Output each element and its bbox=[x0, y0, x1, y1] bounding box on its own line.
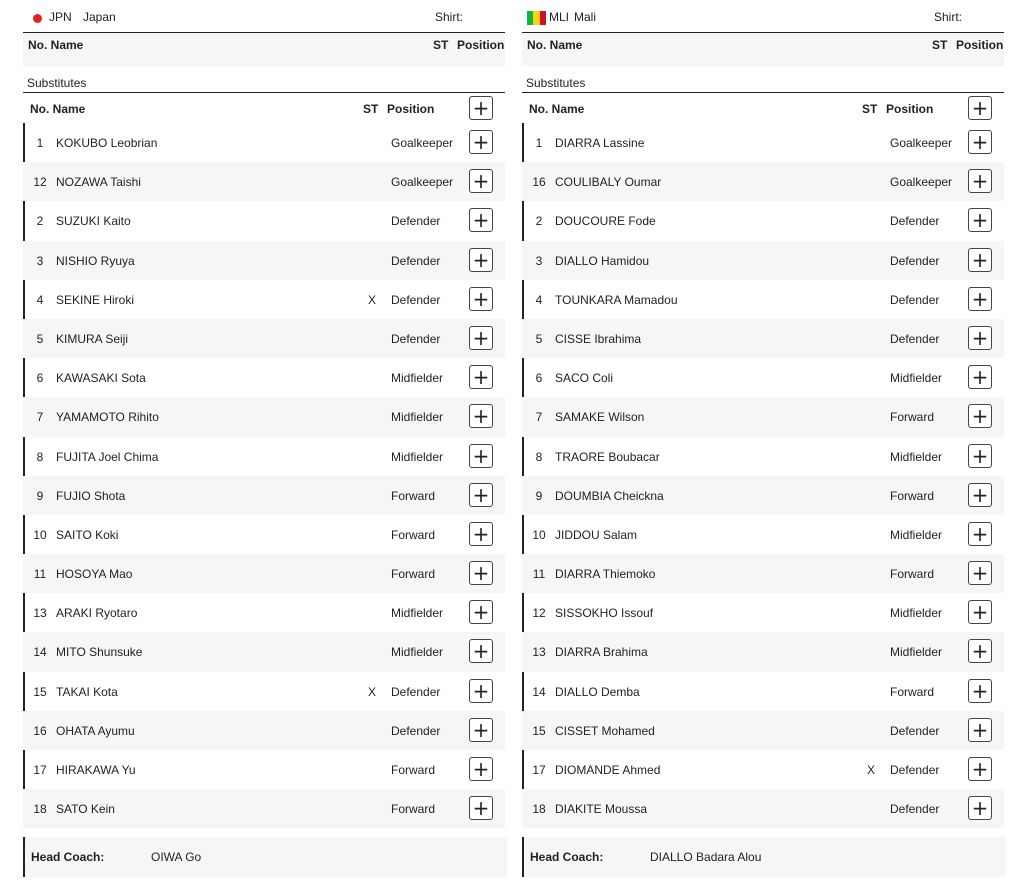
position-header: Position bbox=[387, 102, 435, 116]
head-coach-label: Head Coach: bbox=[530, 850, 604, 864]
add-player-button[interactable]: + bbox=[469, 679, 493, 703]
team-header bbox=[23, 0, 505, 33]
starters-header bbox=[522, 33, 1004, 57]
add-player-button[interactable]: + bbox=[469, 287, 493, 311]
player-name: KIMURA Seiji bbox=[56, 331, 129, 346]
table-row bbox=[522, 123, 1004, 162]
player-name: KAWASAKI Sota bbox=[56, 371, 146, 386]
add-player-button[interactable]: + bbox=[968, 248, 992, 272]
add-player-button[interactable]: + bbox=[968, 561, 992, 585]
player-position: Forward bbox=[890, 567, 935, 582]
add-player-button[interactable]: + bbox=[469, 522, 493, 546]
player-position: Defender bbox=[391, 253, 441, 268]
player-name: YAMAMOTO Rihito bbox=[56, 410, 159, 425]
team-code: MLI bbox=[549, 10, 570, 24]
st-header: ST bbox=[932, 38, 948, 52]
position-header: Position bbox=[457, 38, 505, 52]
st-header: ST bbox=[433, 38, 449, 52]
player-name: DIARRA Thiemoko bbox=[555, 567, 656, 582]
player-position: Midfielder bbox=[391, 371, 444, 386]
add-player-button[interactable]: + bbox=[968, 639, 992, 663]
player-number: 13 bbox=[532, 645, 546, 660]
add-player-button[interactable]: + bbox=[968, 757, 992, 781]
japan-flag-icon bbox=[33, 14, 42, 23]
player-position: Forward bbox=[391, 567, 436, 582]
position-header: Position bbox=[886, 102, 934, 116]
player-position: Defender bbox=[391, 684, 441, 699]
player-position: Goalkeeper bbox=[890, 136, 953, 150]
add-all-button[interactable]: + bbox=[469, 96, 493, 120]
add-player-button[interactable]: + bbox=[469, 130, 493, 154]
add-player-button[interactable]: + bbox=[469, 169, 493, 193]
player-number: 16 bbox=[532, 175, 546, 190]
table-row bbox=[23, 162, 505, 201]
starters-empty bbox=[522, 57, 1004, 66]
player-name: DOUCOURE Fode bbox=[555, 214, 656, 229]
add-player-button[interactable]: + bbox=[469, 208, 493, 232]
no-name-header: No. Name bbox=[28, 38, 84, 52]
starter-mark: X bbox=[867, 763, 876, 777]
player-number: 15 bbox=[532, 723, 546, 738]
table-row bbox=[522, 554, 1004, 593]
add-player-button[interactable]: + bbox=[968, 444, 992, 468]
table-row bbox=[522, 632, 1004, 671]
add-player-button[interactable]: + bbox=[469, 718, 493, 742]
player-position: Goalkeeper bbox=[391, 175, 454, 190]
head-coach-name: DIALLO Badara Alou bbox=[650, 850, 762, 864]
player-position: Defender bbox=[391, 214, 441, 229]
player-list bbox=[23, 123, 505, 828]
add-player-button[interactable]: + bbox=[469, 757, 493, 781]
add-player-button[interactable]: + bbox=[968, 718, 992, 742]
player-number: 12 bbox=[532, 606, 546, 621]
add-player-button[interactable]: + bbox=[968, 326, 992, 350]
player-number: 18 bbox=[532, 802, 546, 817]
table-row bbox=[23, 554, 505, 593]
player-name: DIAKITE Moussa bbox=[555, 802, 648, 817]
table-row bbox=[23, 789, 505, 828]
player-position: Defender bbox=[391, 723, 441, 738]
player-name: HIRAKAWA Yu bbox=[56, 763, 136, 777]
table-row bbox=[522, 397, 1004, 436]
player-name: TAKAI Kota bbox=[56, 684, 118, 699]
subs-header bbox=[23, 93, 505, 123]
no-name-header: No. Name bbox=[30, 102, 86, 116]
player-name: TOUNKARA Mamadou bbox=[555, 292, 678, 307]
player-name: COULIBALY Oumar bbox=[555, 175, 662, 190]
player-name: NISHIO Ryuya bbox=[56, 253, 135, 268]
mali-flag-icon bbox=[527, 11, 546, 25]
player-name: DIOMANDE Ahmed bbox=[555, 763, 661, 777]
table-row bbox=[23, 319, 505, 358]
player-position: Midfielder bbox=[890, 527, 943, 542]
player-number: 10 bbox=[532, 527, 546, 542]
player-number: 1 bbox=[535, 136, 543, 150]
player-position: Forward bbox=[391, 527, 436, 542]
table-row bbox=[23, 397, 505, 436]
add-player-button[interactable]: + bbox=[469, 561, 493, 585]
table-row bbox=[23, 476, 505, 515]
add-player-button[interactable]: + bbox=[968, 208, 992, 232]
player-number: 14 bbox=[532, 684, 546, 699]
table-row bbox=[522, 241, 1004, 280]
player-name: CISSE Ibrahima bbox=[555, 331, 642, 346]
player-position: Defender bbox=[890, 763, 940, 777]
add-player-button[interactable]: + bbox=[968, 600, 992, 624]
table-row bbox=[522, 280, 1004, 319]
player-number: 12 bbox=[33, 175, 47, 190]
team-name: Mali bbox=[574, 10, 597, 24]
player-position: Forward bbox=[890, 410, 935, 425]
player-position: Defender bbox=[890, 214, 940, 229]
flag-stripe-red bbox=[540, 11, 546, 25]
add-player-button[interactable]: + bbox=[469, 365, 493, 389]
player-name: FUJIO Shota bbox=[56, 488, 126, 503]
substitutes-label: Substitutes bbox=[27, 76, 87, 90]
player-number: 2 bbox=[36, 214, 44, 229]
player-name: SEKINE Hiroki bbox=[56, 292, 135, 307]
team-panel-japan bbox=[23, 0, 505, 828]
st-header: ST bbox=[363, 102, 379, 116]
add-player-button[interactable]: + bbox=[469, 248, 493, 272]
add-player-button[interactable]: + bbox=[968, 679, 992, 703]
player-number: 2 bbox=[535, 214, 543, 229]
table-row bbox=[522, 358, 1004, 397]
player-name: ARAKI Ryotaro bbox=[56, 606, 138, 621]
table-row bbox=[522, 672, 1004, 711]
player-position: Forward bbox=[391, 763, 436, 777]
table-row bbox=[522, 711, 1004, 750]
table-row bbox=[522, 593, 1004, 632]
table-row bbox=[23, 123, 505, 162]
table-row bbox=[522, 476, 1004, 515]
add-player-button[interactable]: + bbox=[968, 404, 992, 428]
table-row bbox=[23, 280, 505, 319]
table-row bbox=[23, 711, 505, 750]
player-position: Defender bbox=[890, 292, 940, 307]
substitutes-label: Substitutes bbox=[526, 76, 586, 90]
table-row bbox=[23, 750, 505, 789]
player-position: Defender bbox=[890, 723, 940, 738]
player-name: DOUMBIA Cheickna bbox=[555, 488, 664, 503]
table-row bbox=[522, 789, 1004, 828]
player-position: Defender bbox=[391, 292, 441, 307]
add-all-button[interactable]: + bbox=[968, 96, 992, 120]
add-player-button[interactable]: + bbox=[968, 522, 992, 546]
player-position: Defender bbox=[890, 331, 940, 346]
table-row bbox=[522, 515, 1004, 554]
player-number: 7 bbox=[36, 410, 44, 425]
team-header bbox=[522, 0, 1004, 33]
starters-empty bbox=[23, 57, 505, 66]
st-header: ST bbox=[862, 102, 878, 116]
player-number: 5 bbox=[535, 331, 543, 346]
table-row bbox=[23, 358, 505, 397]
table-row bbox=[23, 632, 505, 671]
head-coach-row bbox=[23, 837, 507, 877]
table-row bbox=[23, 672, 505, 711]
add-player-button[interactable]: + bbox=[968, 169, 992, 193]
add-player-button[interactable]: + bbox=[469, 796, 493, 820]
player-number: 11 bbox=[532, 567, 546, 582]
player-name: HOSOYA Mao bbox=[56, 567, 133, 582]
table-row bbox=[522, 750, 1004, 789]
substitutes-title bbox=[23, 66, 505, 93]
team-name: Japan bbox=[83, 10, 116, 24]
player-position: Midfielder bbox=[391, 606, 444, 621]
player-number: 9 bbox=[535, 488, 543, 503]
player-number: 6 bbox=[535, 371, 543, 386]
add-player-button[interactable]: + bbox=[968, 483, 992, 507]
player-position: Midfielder bbox=[890, 371, 943, 386]
player-number: 14 bbox=[33, 645, 47, 660]
player-name: JIDDOU Salam bbox=[555, 527, 638, 542]
head-coach-label: Head Coach: bbox=[31, 850, 105, 864]
substitutes-title bbox=[522, 66, 1004, 93]
player-number: 18 bbox=[33, 802, 47, 817]
player-name: FUJITA Joel Chima bbox=[56, 449, 159, 464]
add-player-button[interactable]: + bbox=[968, 287, 992, 311]
player-position: Goalkeeper bbox=[391, 136, 454, 150]
player-position: Midfielder bbox=[890, 645, 943, 660]
player-position: Forward bbox=[391, 802, 436, 817]
player-name: DIARRA Brahima bbox=[555, 645, 648, 660]
player-number: 5 bbox=[36, 331, 44, 346]
team-panel-mali bbox=[522, 0, 1004, 828]
player-position: Forward bbox=[890, 684, 935, 699]
player-name: DIALLO Demba bbox=[555, 684, 640, 699]
player-number: 13 bbox=[33, 606, 47, 621]
add-player-button[interactable]: + bbox=[469, 639, 493, 663]
player-name: DIARRA Lassine bbox=[555, 136, 645, 150]
add-player-button[interactable]: + bbox=[968, 365, 992, 389]
table-row bbox=[23, 201, 505, 240]
shirt-label: Shirt: bbox=[435, 10, 464, 24]
head-coach-name: OIWA Go bbox=[151, 850, 202, 864]
starter-mark: X bbox=[368, 684, 377, 699]
table-row bbox=[23, 241, 505, 280]
player-number: 7 bbox=[535, 410, 543, 425]
player-name: TRAORE Boubacar bbox=[555, 449, 660, 464]
player-position: Goalkeeper bbox=[890, 175, 953, 190]
starters-header bbox=[23, 33, 505, 57]
subs-header bbox=[522, 93, 1004, 123]
add-player-button[interactable]: + bbox=[469, 600, 493, 624]
no-name-header: No. Name bbox=[527, 38, 583, 52]
add-player-button[interactable]: + bbox=[469, 444, 493, 468]
player-position: Midfielder bbox=[890, 606, 943, 621]
player-number: 4 bbox=[36, 292, 44, 307]
table-row bbox=[23, 593, 505, 632]
player-name: SACO Coli bbox=[555, 371, 614, 386]
add-player-button[interactable]: + bbox=[968, 796, 992, 820]
player-number: 6 bbox=[36, 371, 44, 386]
player-number: 8 bbox=[535, 449, 543, 464]
player-name: KOKUBO Leobrian bbox=[56, 136, 158, 150]
player-number: 11 bbox=[33, 567, 47, 582]
player-name: NOZAWA Taishi bbox=[56, 175, 141, 190]
add-player-button[interactable]: + bbox=[469, 404, 493, 428]
player-number: 17 bbox=[33, 763, 47, 777]
player-number: 10 bbox=[33, 527, 47, 542]
table-row bbox=[522, 319, 1004, 358]
team-code: JPN bbox=[49, 10, 72, 24]
player-position: Defender bbox=[890, 802, 940, 817]
player-name: OHATA Ayumu bbox=[56, 723, 135, 738]
table-row bbox=[522, 201, 1004, 240]
starter-mark: X bbox=[368, 292, 377, 307]
no-name-header: No. Name bbox=[529, 102, 585, 116]
player-name: DIALLO Hamidou bbox=[555, 253, 650, 268]
head-coach-row bbox=[522, 837, 1006, 877]
shirt-label: Shirt: bbox=[934, 10, 963, 24]
player-position: Midfielder bbox=[391, 410, 444, 425]
player-name: SISSOKHO Issouf bbox=[555, 606, 654, 621]
player-number: 8 bbox=[36, 449, 44, 464]
player-name: SAITO Koki bbox=[56, 527, 119, 542]
add-player-button[interactable]: + bbox=[469, 326, 493, 350]
table-row bbox=[522, 437, 1004, 476]
player-number: 1 bbox=[36, 136, 44, 150]
table-row bbox=[23, 515, 505, 554]
position-header: Position bbox=[956, 38, 1004, 52]
player-list bbox=[522, 123, 1004, 828]
player-number: 3 bbox=[535, 253, 543, 268]
player-number: 9 bbox=[36, 488, 44, 503]
table-row bbox=[23, 437, 505, 476]
player-number: 16 bbox=[33, 723, 47, 738]
player-position: Midfielder bbox=[391, 449, 444, 464]
player-position: Midfielder bbox=[391, 645, 444, 660]
player-name: SAMAKE Wilson bbox=[555, 410, 645, 425]
player-name: CISSET Mohamed bbox=[555, 723, 655, 738]
player-position: Defender bbox=[890, 253, 940, 268]
player-number: 3 bbox=[36, 253, 44, 268]
player-name: SUZUKI Kaito bbox=[56, 214, 131, 229]
player-position: Forward bbox=[890, 488, 935, 503]
player-number: 15 bbox=[33, 684, 47, 699]
player-name: SATO Kein bbox=[56, 802, 115, 817]
player-position: Defender bbox=[391, 331, 441, 346]
player-number: 17 bbox=[532, 763, 546, 777]
add-player-button[interactable]: + bbox=[968, 130, 992, 154]
add-player-button[interactable]: + bbox=[469, 483, 493, 507]
player-name: MITO Shunsuke bbox=[56, 645, 143, 660]
table-row bbox=[522, 162, 1004, 201]
player-position: Midfielder bbox=[890, 449, 943, 464]
player-position: Forward bbox=[391, 488, 436, 503]
player-number: 4 bbox=[535, 292, 543, 307]
